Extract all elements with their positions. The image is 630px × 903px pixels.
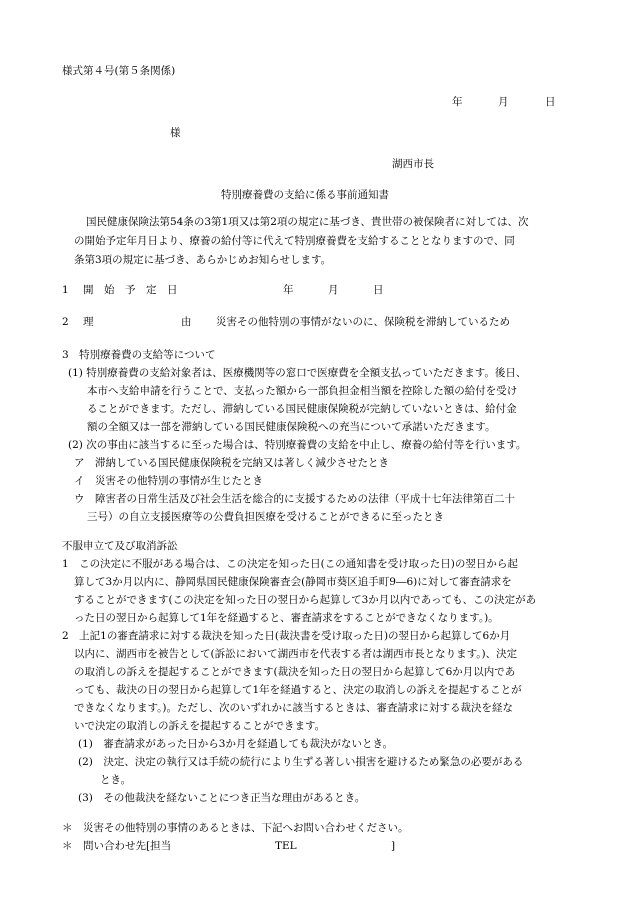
contact-close-bracket: ] xyxy=(391,840,396,852)
item2-reason: 災害その他特別の事情がないのに、保険税を滞納しているため xyxy=(216,316,510,328)
appeal-line: いで決定の取消しの訴えを提起することができます。 xyxy=(74,720,326,732)
item3-line: 額の全額又は一部を滞納している国民健康保険税への充当について承諾いただきます。 xyxy=(87,421,496,433)
item1-year: 年 xyxy=(283,284,294,296)
appeal-line: 算して3か月以内に、静岡県国民健康保険審査会(静岡市葵区追手町9―6)に対して審査請求を xyxy=(74,576,512,588)
item1-number: 1 xyxy=(62,284,69,296)
appeal-line: っても、裁決の日の翌日から起算して1年を経過すると、決定の取消しの訴えを提起することが xyxy=(74,684,522,696)
intro-line: 国民健康保険法第54条の3第1項又は第2項の規定に基づき、貴世帯の被保険者に対しては、次 xyxy=(86,216,529,228)
appeal-line: することができます(この決定を知った日の翌日から起算して3か月以内であっても、この決定があ xyxy=(74,594,537,606)
appeal-line: った日の翌日から起算して1年を経過すると、審査請求をすることができなくなります。)。 xyxy=(74,612,499,624)
item3-line: (1) 特別療養費の支給対象者は、医療機関等の窓口で医療費を全額支払っていただきます。後日、 xyxy=(68,367,527,379)
item2-number: 2 xyxy=(62,316,69,328)
item3-line: ア 滞納している国民健康保険税を完納又は著しく減少させたとき xyxy=(74,457,389,469)
date-year-label: 年 xyxy=(452,96,463,108)
item3-line: (2) 次の事由に該当するに至った場合は、特別療養費の支給を中止し、療養の給付等を行います。 xyxy=(68,439,527,451)
appeal-line: 1 この決定に不服がある場合は、この決定を知った日(この通知書を受け取った日)の翌日から起 xyxy=(62,558,518,570)
addressee-suffix: 様 xyxy=(170,127,181,139)
item3-line: ウ 障害者の日常生活及び社会生活を総合的に支援するための法律（平成十七年法律第百二十 xyxy=(74,493,515,505)
form-number: 様式第４号(第５条関係) xyxy=(62,65,176,77)
item3-heading: 3 特別療養費の支給等について xyxy=(62,349,216,361)
appeal-line: (1) 審査請求があった日から3か月を経過しても裁決がないとき。 xyxy=(78,738,394,750)
date-day-label: 日 xyxy=(545,96,556,108)
item3-line: イ 災害その他特別の事情が生じたとき xyxy=(74,475,263,487)
appeal-line: 2 上記1の審査請求に対する裁決を知った日(裁決書を受け取った日)の翌日から起算して6か月 xyxy=(62,630,511,642)
intro-line: の開始予定年月日より、療養の給付等に代えて特別療養費を支給することとなりますので、同 xyxy=(74,235,515,247)
appeal-heading: 不服申立て及び取消訴訟 xyxy=(62,540,178,552)
document-title: 特別療養費の支給に係る事前通知書 xyxy=(221,189,389,201)
appeal-line: (3) その他裁決を経ないことにつき正当な理由があるとき。 xyxy=(78,792,366,804)
item3-line: ることができます。ただし、滞納している国民健康保険税が完納していないときは、給付金 xyxy=(87,403,517,415)
appeal-line: 以内に、湖西市を被告として(訴訟において湖西市を代表する者は湖西市長となります。)、決定 xyxy=(74,648,518,660)
item1-label: 開 始 予 定 日 xyxy=(83,284,178,296)
contact-tel-label: TEL xyxy=(275,840,297,852)
appeal-line: とき。 xyxy=(100,774,132,786)
item2-label-b: 由 xyxy=(181,316,192,328)
date-month-label: 月 xyxy=(498,96,509,108)
item1-day: 日 xyxy=(373,284,384,296)
item3-line: 本市へ支給申請を行うことで、支払った額から一部負担金相当額を控除した額の給付を受け xyxy=(87,385,518,397)
appeal-line: できなくなります。)。ただし、次のいずれかに該当するときは、審査請求に対する裁決を経な xyxy=(74,702,514,714)
note-line: ＊ 災害その他特別の事情のあるときは、下記へお問い合わせください。 xyxy=(62,822,409,834)
item2-label-a: 理 xyxy=(83,316,94,328)
note-line-contact: ＊ 問い合わせ先[担当 xyxy=(62,840,172,852)
appeal-line: の取消しの訴えを提起することができます(裁決を知った日の翌日から起算して6か月以内であ xyxy=(74,666,516,678)
item1-month: 月 xyxy=(328,284,339,296)
item3-line: 三号）の自立支援医療等の公費負担医療を受けることができるに至ったとき xyxy=(87,511,444,523)
appeal-line: (2) 決定、決定の執行又は手続の続行により生ずる著しい損害を避けるため緊急の必要がある xyxy=(78,756,524,768)
issuer: 湖西市長 xyxy=(392,158,434,170)
intro-line: 条第3項の規定に基づき、あらかじめお知らせします。 xyxy=(74,254,332,266)
